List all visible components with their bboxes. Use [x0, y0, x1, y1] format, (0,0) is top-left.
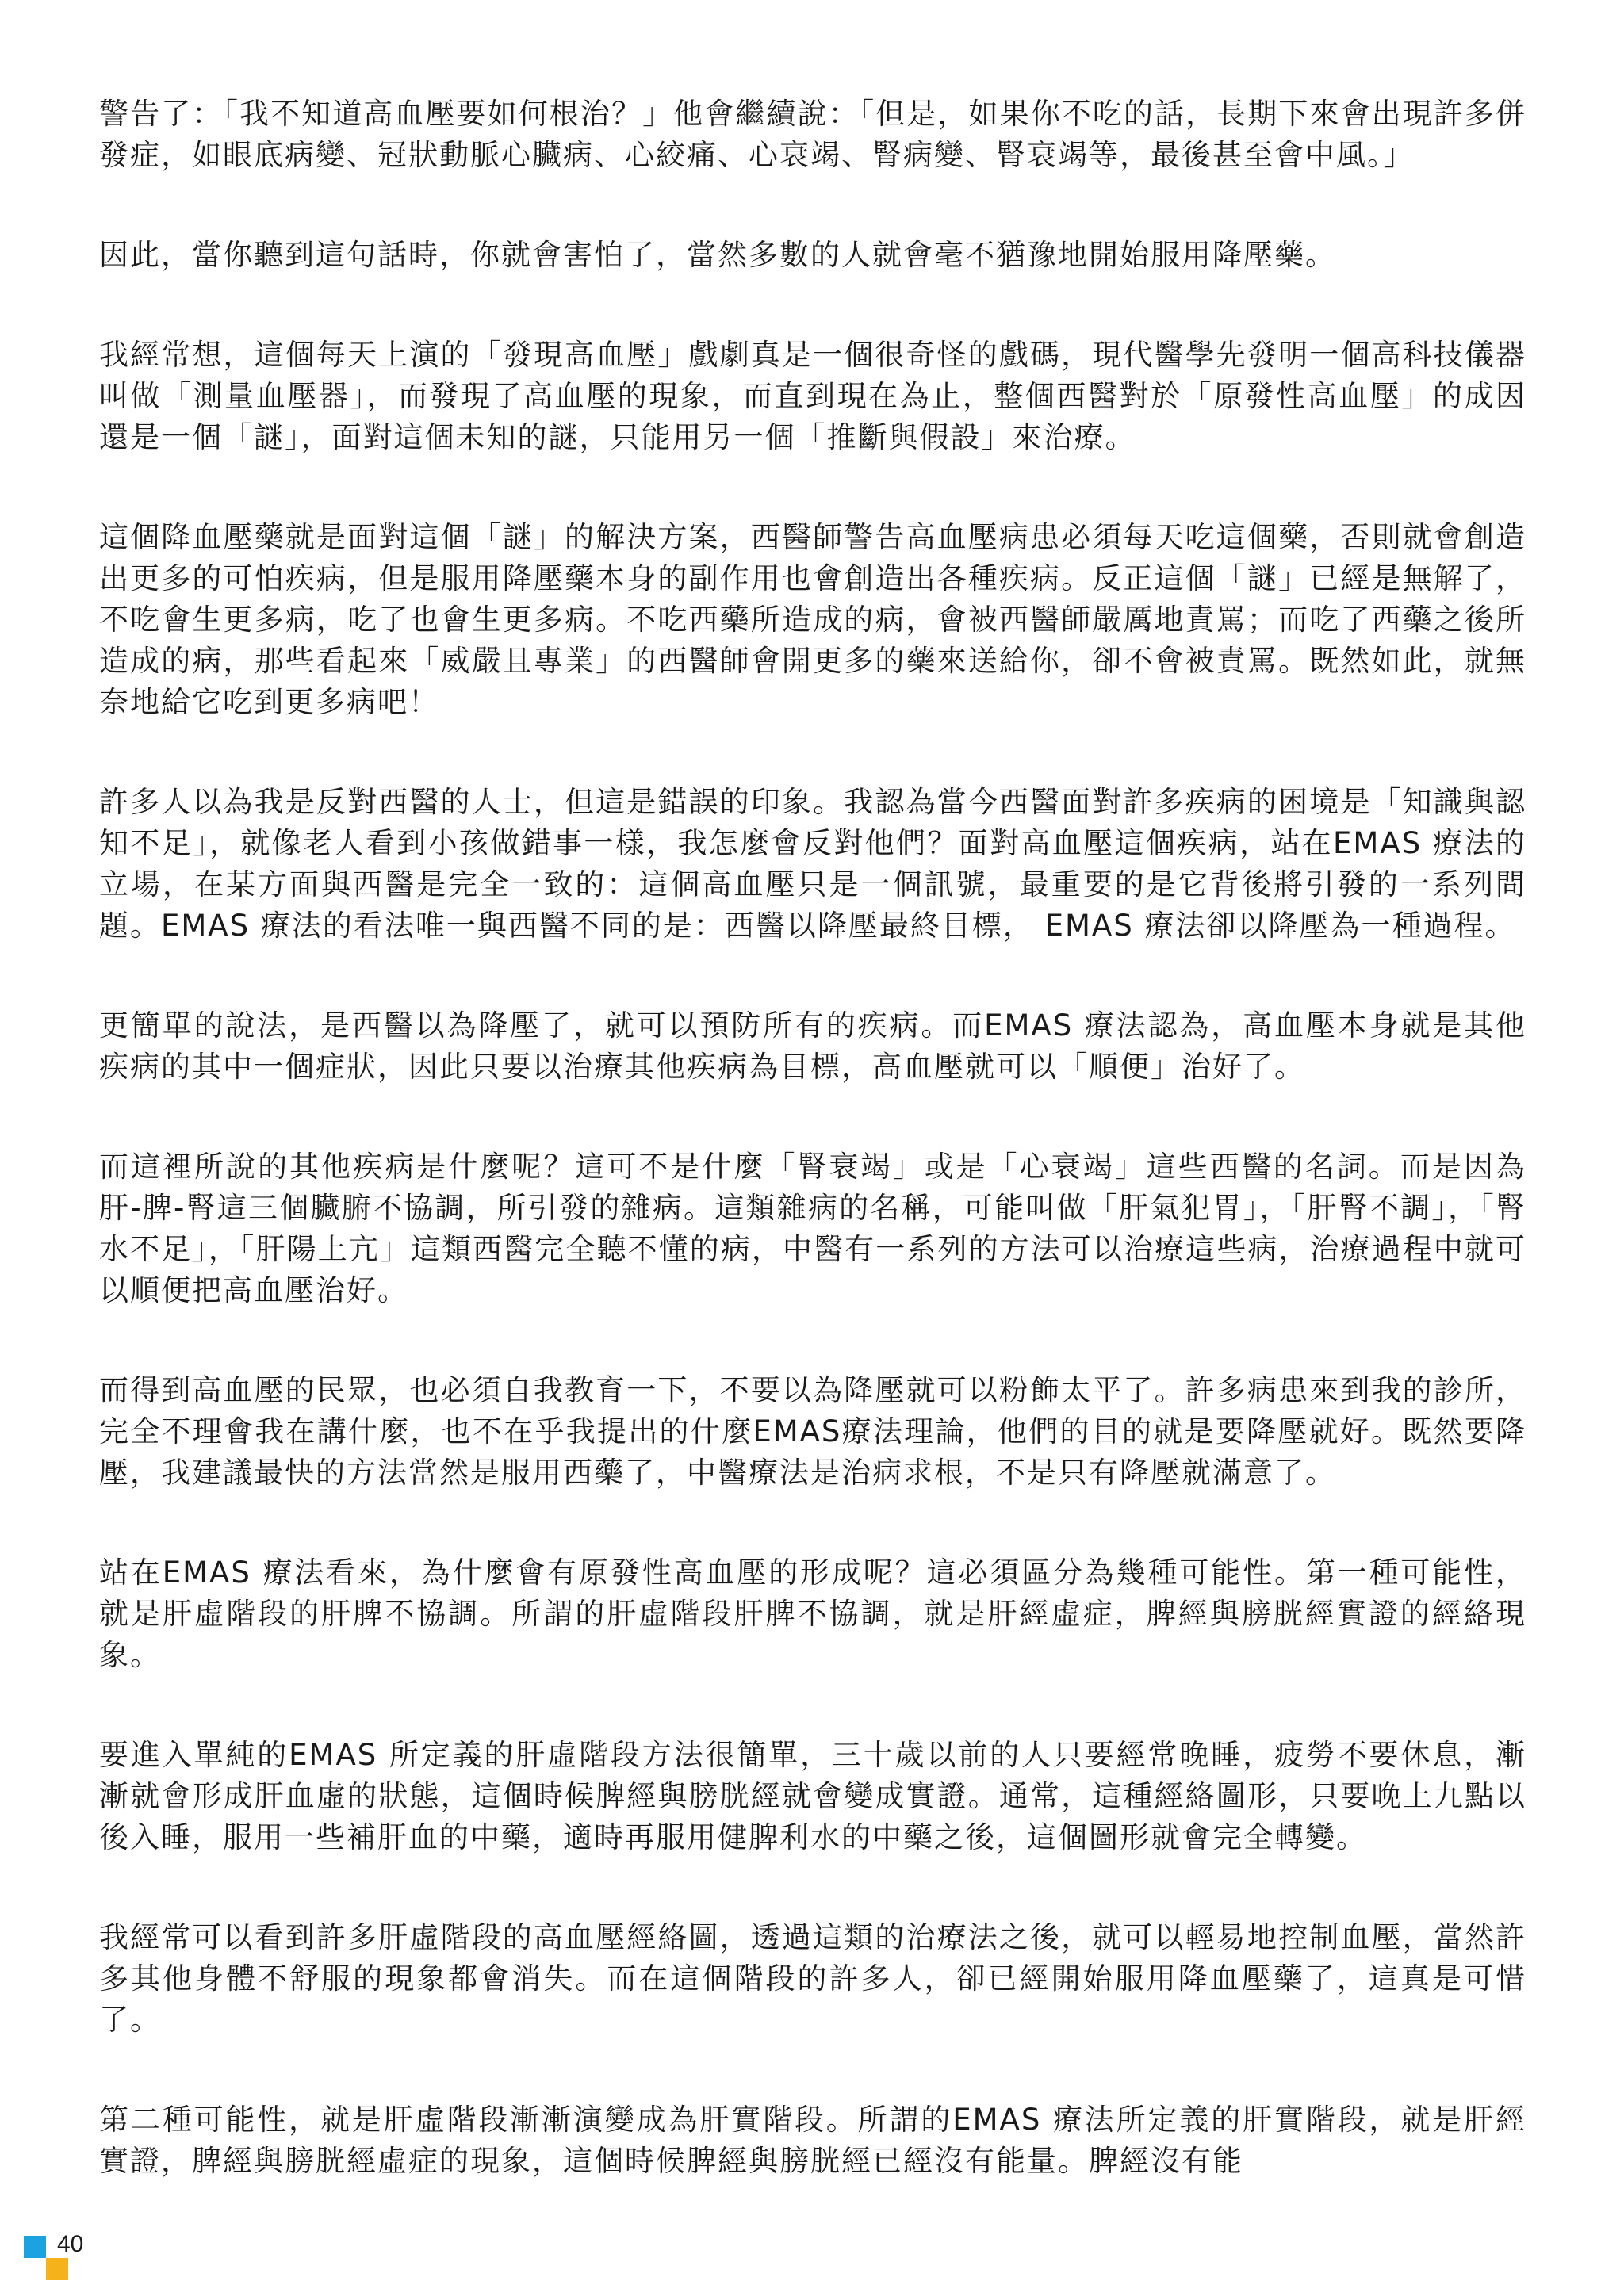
paragraph: 更簡單的說法，是西醫以為降壓了，就可以預防所有的疾病。而EMAS 療法認為，高血壓本身就是其他疾病的其中一個症狀，因此只要以治療其他疾病為目標，高血壓就可以「順便」治好了。: [99, 1008, 1526, 1084]
paragraph: 要進入單純的EMAS 所定義的肝虛階段方法很簡單，三十歲以前的人只要經常晚睡，疲勞不要休息，漸漸就會形成肝血虛的狀態，這個時候脾經與膀胱經就會變成實證。通常，這種經絡圖形，只要晚上九點以後入睡，服用一些補肝血的中藥，適時再服用健脾利水的中藥之後，這個圖形就會完全轉變。: [99, 1738, 1526, 1854]
paragraph: 因此，當你聽到這句話時，你就會害怕了，當然多數的人就會毫不猶豫地開始服用降壓藥。: [99, 238, 1336, 272]
paragraph: 警告了：「我不知道高血壓要如何根治？」他會繼續說：「但是，如果你不吃的話，長期下來會出現許多併發症，如眼底病變、冠狀動脈心臟病、心絞痛、心衰竭、腎病變、腎衰竭等，最後甚至會中風。」: [99, 97, 1526, 172]
paragraph: 許多人以為我是反對西醫的人士，但這是錯誤的印象。我認為當今西醫面對許多疾病的困境是「知識與認知不足」，就像老人看到小孩做錯事一樣，我怎麼會反對他們？面對高血壓這個疾病，站在EMAS 療法的立場，在某方面與西醫是完全一致的：這個高血壓只是一個訊號，最重要的是它背後將引發的一系列問題。EMAS 療法的看法唯一與西醫不同的是：西醫以降壓最終目標， EMAS 療法卻以降壓為一種過程。: [99, 785, 1526, 943]
decorative-square-blue-icon: [24, 2236, 46, 2258]
page-footer: [24, 2231, 119, 2291]
paragraph: 我經常可以看到許多肝虛階段的高血壓經絡圖，透過這類的治療法之後，就可以輕易地控制血壓，當然許多其他身體不舒服的現象都會消失。而在這個階段的許多人，卻已經開始服用降血壓藥了，這真是可惜了。: [99, 1920, 1526, 2037]
paragraph: 站在EMAS 療法看來，為什麼會有原發性高血壓的形成呢？這必須區分為幾種可能性。第一種可能性，就是肝虛階段的肝脾不協調。所謂的肝虛階段肝脾不協調，就是肝經虛症，脾經與膀胱經實證的經絡現象。: [99, 1556, 1526, 1672]
page-number: 40: [57, 2231, 84, 2257]
decorative-square-yellow-icon: [46, 2258, 68, 2280]
paragraph: 第二種可能性，就是肝虛階段漸漸演變成為肝實階段。所謂的EMAS 療法所定義的肝實階段，就是肝經實證，脾經與膀胱經虛症的現象，這個時候脾經與膀胱經已經沒有能量。脾經沒有能: [99, 2103, 1526, 2178]
paragraph: 而得到高血壓的民眾，也必須自我教育一下，不要以為降壓就可以粉飾太平了。許多病患來到我的診所，完全不理會我在講什麼，也不在乎我提出的什麼EMAS療法理論，他們的目的就是要降壓就好。既然要降壓，我建議最快的方法當然是服用西藥了，中醫療法是治病求根，不是只有降壓就滿意了。: [99, 1373, 1526, 1490]
paragraph: 這個降血壓藥就是面對這個「謎」的解決方案，西醫師警告高血壓病患必須每天吃這個藥，否則就會創造出更多的可怕疾病，但是服用降壓藥本身的副作用也會創造出各種疾病。反正這個「謎」已經是無解了，不吃會生更多病，吃了也會生更多病。不吃西藥所造成的病，會被西醫師嚴厲地責罵；而吃了西藥之後所造成的病，那些看起來「威嚴且專業」的西醫師會開更多的藥來送給你，卻不會被責罵。既然如此，就無奈地給它吃到更多病吧！: [99, 520, 1526, 719]
document-body: [99, 94, 1526, 2241]
paragraph: 我經常想，這個每天上演的「發現高血壓」戲劇真是一個很奇怪的戲碼，現代醫學先發明一個高科技儀器叫做「測量血壓器」，而發現了高血壓的現象，而直到現在為止，整個西醫對於「原發性高血壓」的成因還是一個「謎」，面對這個未知的謎，只能用另一個「推斷與假設」來治療。: [99, 338, 1526, 454]
paragraph: 而這裡所說的其他疾病是什麼呢？這可不是什麼「腎衰竭」或是「心衰竭」這些西醫的名詞。而是因為肝-脾-腎這三個臟腑不協調，所引發的雜病。這類雜病的名稱，可能叫做「肝氣犯胃」，「肝腎不調」，「腎水不足」，「肝陽上亢」這類西醫完全聽不懂的病，中醫有一系列的方法可以治療這些病，治療過程中就可以順便把高血壓治好。: [99, 1150, 1526, 1307]
